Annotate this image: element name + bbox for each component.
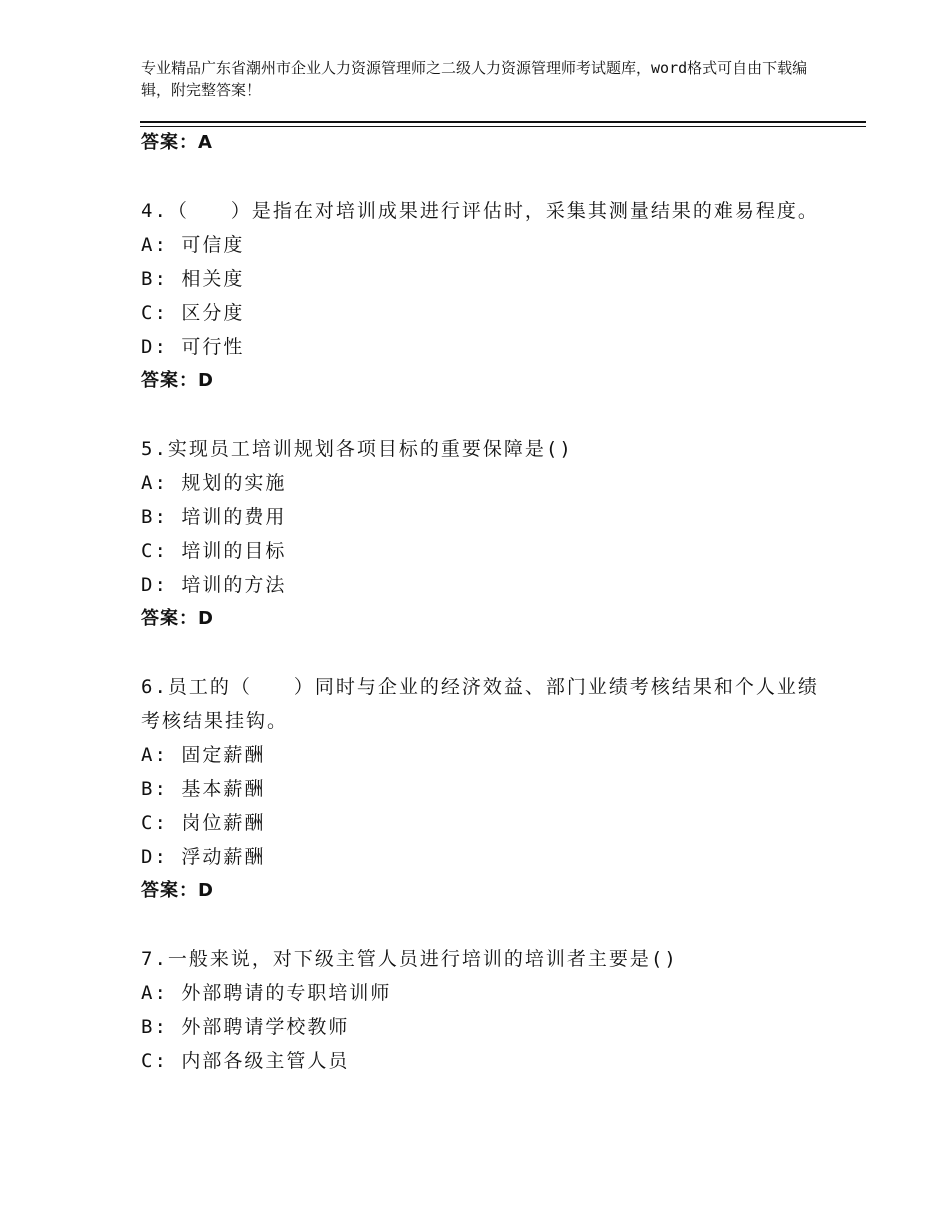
option-b: B: 基本薪酬	[141, 778, 266, 800]
answer-label: 答案：D	[141, 880, 214, 901]
option-c: C: 内部各级主管人员	[141, 1050, 350, 1072]
question-stem: 5.实现员工培训规划各项目标的重要保障是()	[141, 438, 573, 460]
option-c: C: 岗位薪酬	[141, 812, 266, 834]
option-a: A: 固定薪酬	[141, 744, 266, 766]
question-4	[141, 194, 821, 398]
option-a: A: 规划的实施	[141, 472, 287, 494]
question-5	[141, 432, 821, 636]
option-d: D: 浮动薪酬	[141, 846, 266, 868]
answer-label: 答案：A	[141, 132, 213, 153]
question-stem: 6.员工的（ ）同时与企业的经济效益、部门业绩考核结果和个人业绩考核结果挂钩。	[141, 676, 819, 732]
answer-label: 答案：D	[141, 608, 214, 629]
option-c: C: 培训的目标	[141, 540, 287, 562]
question-stem: 4.（ ）是指在对培训成果进行评估时，采集其测量结果的难易程度。	[141, 200, 819, 222]
option-b: B: 培训的费用	[141, 506, 287, 528]
option-b: B: 外部聘请学校教师	[141, 1016, 350, 1038]
option-a: A: 外部聘请的专职培训师	[141, 982, 392, 1004]
question-7	[141, 942, 821, 1078]
question-stem: 7.一般来说，对下级主管人员进行培训的培训者主要是()	[141, 948, 678, 970]
option-d: D: 培训的方法	[141, 574, 287, 596]
answer-label: 答案：D	[141, 370, 214, 391]
option-c: C: 区分度	[141, 302, 245, 324]
header-rule-thick	[140, 121, 866, 123]
question-6	[141, 670, 821, 908]
option-d: D: 可行性	[141, 336, 245, 358]
option-a: A: 可信度	[141, 234, 245, 256]
document-header: 专业精品广东省潮州市企业人力资源管理师之二级人力资源管理师考试题库，word格式可自由下载编辑，附完整答案！	[141, 59, 808, 99]
option-b: B: 相关度	[141, 268, 245, 290]
question-list	[141, 126, 821, 1078]
